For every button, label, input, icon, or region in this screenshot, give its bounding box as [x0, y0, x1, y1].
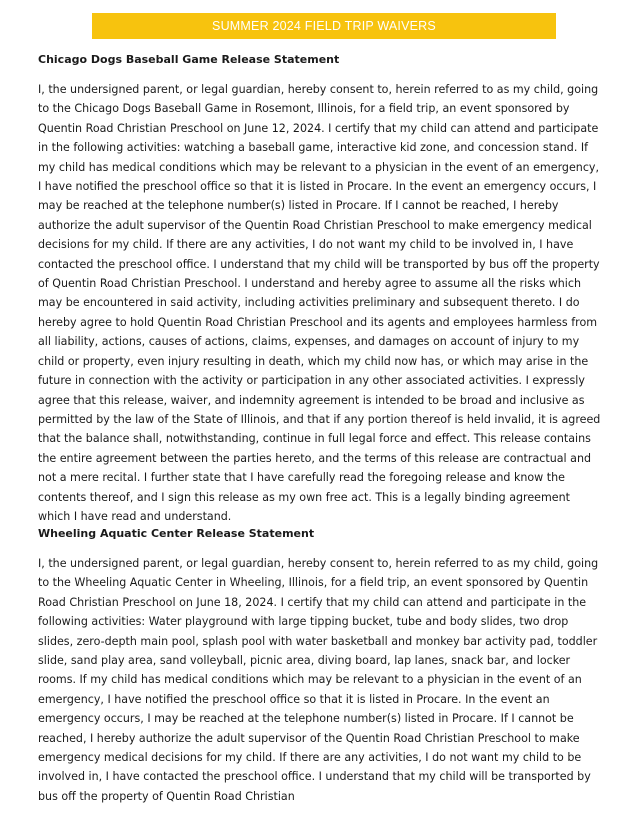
section-title: Wheeling Aquatic Center Release Statement	[38, 527, 315, 540]
section-body: I, the undersigned parent, or legal guardian, hereby consent to, herein referred to as my child, going to the Wheeling Aquatic Center in Wheeling, Illinois, for a field trip, an event sponsored by Quentin Road Christian Preschool on June 18, 2024. I certify that my child can attend and participate in the following activities: Water playground with large tipping bucket, tube and body slides, two drop slides, zero-depth main pool, splash pool with water basketball and monkey bar activity pad, toddler slide, sand play area, sand volleyball, picnic area, diving board, lap lanes, snack bar, and locker rooms. If my child has medical conditions which may be relevant to a physician in the event of an emergency, I have notified the preschool office so that it is listed in Procare. In the event an emergency occurs, I may be reached at the telephone number(s) listed in Procare. If I cannot be reached, I hereby authorize the adult supervisor of the Quentin Road Christian Preschool to make emergency medical decisions for my child. If there are any activities, I do not want my child to be involved in, I have contacted the preschool office. I understand that my child will be transported by bus off the property of Quentin Road Christian	[38, 557, 599, 803]
baseball-release-section	[38, 53, 604, 526]
aquatic-release-section	[38, 527, 604, 806]
section-title: Chicago Dogs Baseball Game Release Statement	[38, 53, 340, 66]
page-title: SUMMER 2024 FIELD TRIP WAIVERS	[212, 19, 436, 33]
page-title-banner	[92, 13, 556, 39]
section-body: I, the undersigned parent, or legal guardian, hereby consent to, herein referred to as my child, going to the Chicago Dogs Baseball Game in Rosemont, Illinois, for a field trip, an event sponsored by Quentin Road Christian Preschool on June 12, 2024. I certify that my child can attend and participate in the following activities: watching a baseball game, interactive kid zone, and concession stand. If my child has medical conditions which may be relevant to a physician in the event of an emergency, I have notified the preschool office so that it is listed in Procare. In the event an emergency occurs, I may be reached at the telephone number(s) listed in Procare. If I cannot be reached, I hereby authorize the adult supervisor of the Quentin Road Christian Preschool to make emergency medical decisions for my child. If there are any activities, I do not want my child to be involved in, I have contacted the preschool office. I understand that my child will be transported by bus off the property of Quentin Road Christian Preschool. I understand and hereby agree to assume all the risks which may be encountered in said activity, including activities preliminary and subsequent thereto. I do hereby agree to hold Quentin Road Christian Preschool and its agents and employees harmless from all liability, actions, causes of actions, claims, expenses, and damages on account of injury to my child or property, even injury resulting in death, which my child now has, or which may arise in the future in connection with the activity or participation in any other associated activities. I expressly agree that this release, waiver, and indemnity agreement is intended to be broad and inclusive as permitted by the law of the State of Illinois, and that if any portion thereof is held invalid, it is agreed that the balance shall, notwithstanding, continue in full legal force and effect. This release contains the entire agreement between the parties hereto, and the terms of this release are contractual and not a mere recital. I further state that I have carefully read the foregoing release and know the contents thereof, and I sign this release as my own free act. This is a legally binding agreement which I have read and understand.	[38, 83, 601, 523]
